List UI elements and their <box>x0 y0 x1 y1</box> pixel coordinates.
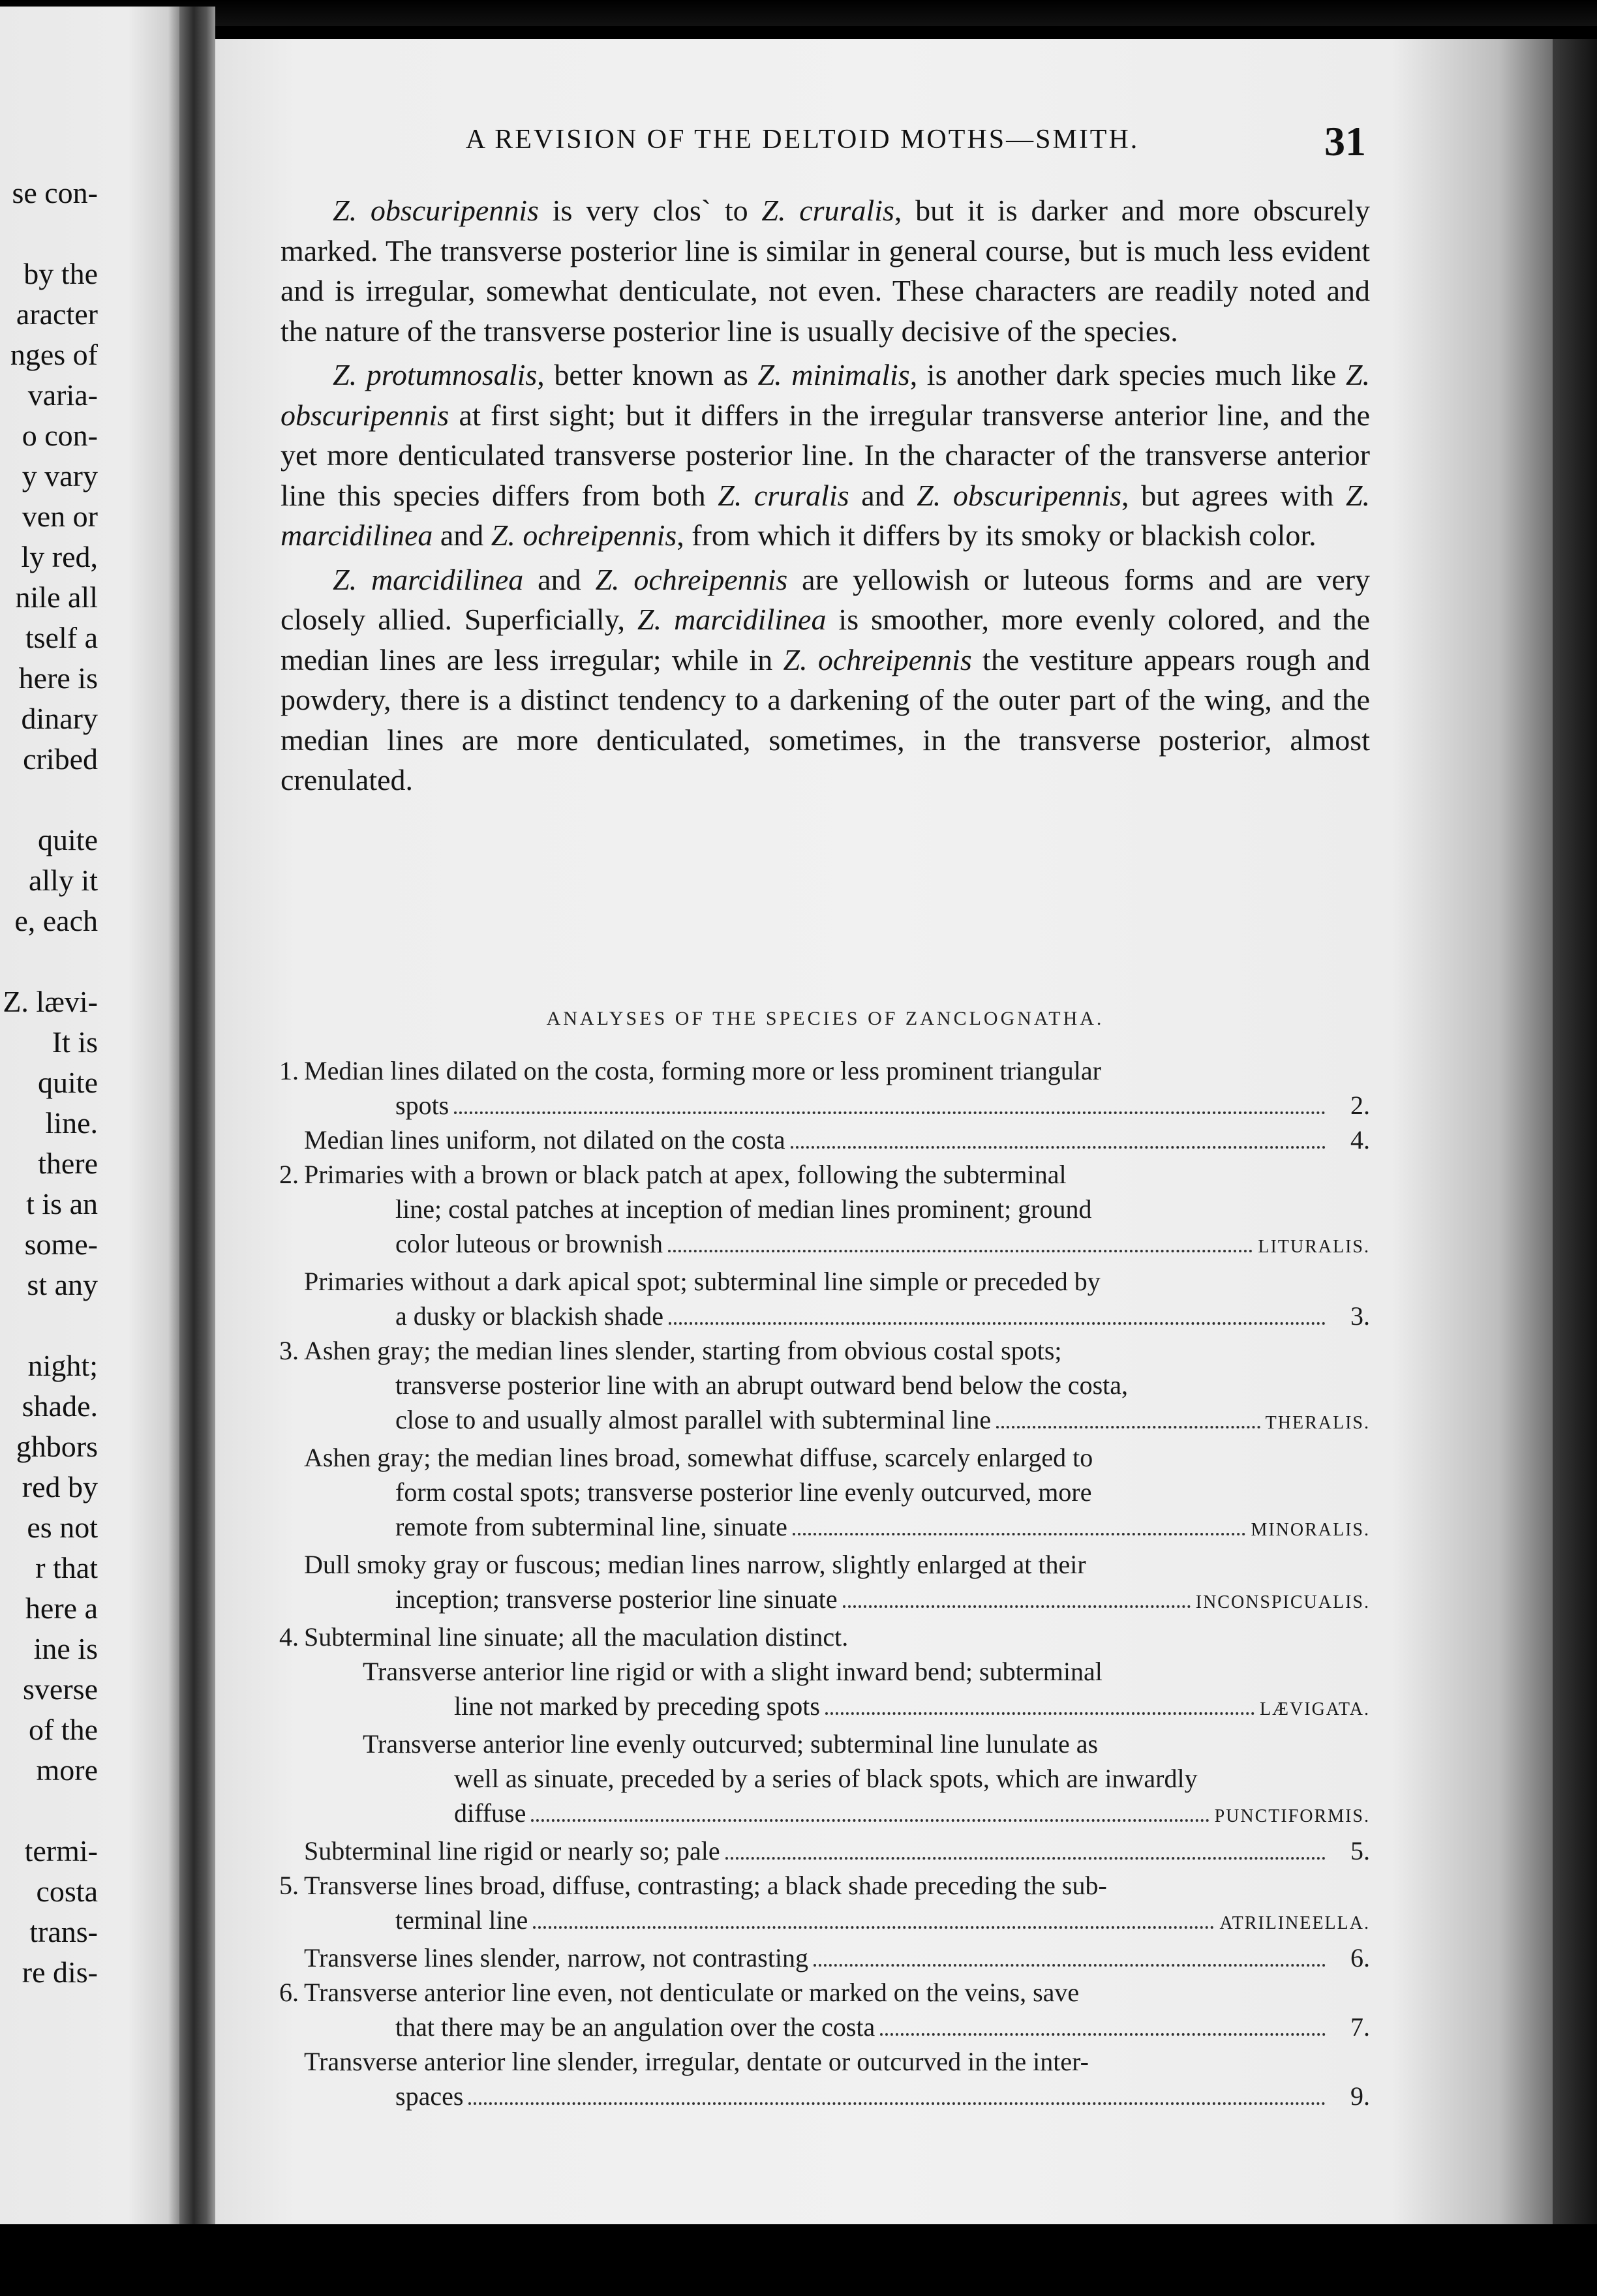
key-entry-number <box>320 1654 363 1727</box>
left-page-fragment: ven or <box>22 500 98 533</box>
key-entry-line: Ashen gray; the median lines slender, starting from obvious costal spots; <box>304 1336 1062 1365</box>
left-page-fragment: y vary <box>22 459 98 492</box>
dot-leader <box>531 1819 1209 1822</box>
paragraph-text: at first sight; but it differs in the irregular transverse anterior line, and the yet more denticulated transverse posterior line. In the character of the transverse anterior line this species differs from both <box>281 398 1370 512</box>
paragraph-text: and <box>849 478 917 512</box>
left-page-fragment: quite <box>38 823 98 856</box>
page-edge-shadow <box>1553 39 1597 2244</box>
key-entry-number <box>261 1264 304 1333</box>
key-entry <box>261 1264 1370 1333</box>
left-page-fragment: varia- <box>27 378 98 412</box>
left-page-fragment: It is <box>52 1025 98 1059</box>
key-entry <box>261 1547 1370 1620</box>
key-entry-line: transverse posterior line with an abrupt outward bend below the costa, <box>395 1370 1129 1400</box>
species-name: Z. ochreipennis <box>595 562 788 596</box>
left-page-fragment: there <box>38 1147 98 1180</box>
left-page-fragment: ghbors <box>16 1430 98 1463</box>
paragraph-text: , but agrees with <box>1121 478 1346 512</box>
dot-leader <box>793 1533 1246 1535</box>
species-result: INCONSPICUALIS. <box>1195 1592 1370 1612</box>
identification-key <box>261 1053 1370 2113</box>
paragraph-text: , from which it differs by its smoky or blackish color. <box>677 519 1316 552</box>
key-entry-number: 6. <box>279 1978 299 2007</box>
left-page-fragment: termi- <box>24 1834 98 1867</box>
left-page-fragment: e, each <box>14 904 98 937</box>
key-entry <box>261 1053 1370 1123</box>
dot-leader <box>880 2033 1326 2036</box>
key-entry-line: well as sinuate, preceded by a series of black spots, which are inwardly <box>454 1764 1198 1793</box>
left-page-fragment: r that <box>35 1551 98 1584</box>
key-entry-number <box>261 2044 304 2113</box>
key-entry-line: Transverse anterior line even, not denticulate or marked on the veins, save <box>304 1978 1080 2007</box>
species-name: Z. obscuripennis <box>917 478 1121 512</box>
key-entry-final-line: inception; transverse posterior line sinuate <box>395 1584 838 1614</box>
paragraph-text: the vestiture appears rough and powdery, there is a distinct tendency to a darkening of the outer part of the wing, and the median lines are more denticulated, sometimes, in the transverse posterior, almost crenulated. <box>281 642 1370 796</box>
species-name: Z. cruralis <box>718 478 849 512</box>
paragraph-text: , better known as <box>537 358 758 391</box>
key-entry-final-line: Subterminal line sinuate; all the maculation distinct. <box>304 1622 849 1652</box>
left-page-fragment: costa <box>36 1875 98 1908</box>
key-entry-number <box>261 1440 304 1547</box>
left-page-fragment: tself a <box>25 621 98 654</box>
left-page-fragment: some- <box>24 1228 98 1261</box>
species-result: THERALIS. <box>1265 1413 1370 1433</box>
key-entry-line: Transverse anterior line slender, irregular, dentate or outcurved in the inter- <box>304 2047 1089 2076</box>
dot-leader <box>668 1250 1253 1252</box>
paragraph-text: , is another dark species much like <box>909 358 1346 391</box>
couplet-reference: 5. <box>1350 1836 1370 1865</box>
left-page-fragment: cribed <box>23 742 98 776</box>
key-entry-final-line: spots <box>395 1091 449 1120</box>
scan-bottom-shadow <box>0 2224 1597 2296</box>
couplet-reference: 2. <box>1350 1091 1370 1120</box>
left-page-fragment: sverse <box>23 1672 98 1706</box>
left-page-fragment: shade. <box>22 1389 98 1423</box>
left-page-fragment: ine is <box>33 1632 98 1665</box>
dot-leader <box>825 1712 1255 1715</box>
species-result: MINORALIS. <box>1251 1520 1370 1540</box>
dot-leader <box>996 1426 1260 1428</box>
key-entry <box>261 1868 1370 1941</box>
left-page-fragment: t is an <box>26 1187 98 1220</box>
page-number: 31 <box>1324 118 1366 164</box>
left-page-fragment: line. <box>45 1106 98 1140</box>
species-name: Z. marcidilinea <box>637 603 827 636</box>
key-entry <box>261 1123 1370 1157</box>
key-entry-final-line: spaces <box>395 2081 464 2111</box>
species-name: Z. cruralis <box>761 194 894 227</box>
paragraph-p2 <box>281 355 1370 556</box>
paragraph-p3 <box>281 560 1370 800</box>
species-result: PUNCTIFORMIS. <box>1214 1806 1370 1826</box>
key-entry-line: Ashen gray; the median lines broad, somewhat diffuse, scarcely enlarged to <box>304 1443 1093 1472</box>
key-entry-line: Primaries with a brown or black patch at apex, following the subterminal <box>304 1160 1067 1189</box>
key-entry-final-line: close to and usually almost parallel with subterminal line <box>395 1405 992 1434</box>
key-entry <box>261 1975 1370 2044</box>
dot-leader <box>814 1964 1326 1967</box>
left-page-fragment: more <box>36 1753 98 1787</box>
paragraph-text: is smoother, more evenly colored, and the median lines are less irregular; while in <box>281 603 1371 676</box>
key-entry-number <box>261 1547 304 1620</box>
key-entry-final-line: Median lines uniform, not dilated on the costa <box>304 1125 785 1155</box>
species-name: Z. ochreipennis <box>783 642 972 676</box>
key-entry-number <box>320 1727 363 1834</box>
key-entry <box>261 1654 1370 1727</box>
species-name: Z. marcidilinea <box>281 478 1370 552</box>
paragraph-p1 <box>281 190 1370 351</box>
species-name: Z. protumnosalis <box>333 358 538 391</box>
key-entry-line: Transverse anterior line evenly outcurved; subterminal line lunulate as <box>363 1729 1099 1759</box>
paragraph-text: , but it is darker and more obscurely marked. The transverse posterior line is similar in general course, but is much less evident and is irregular, somewhat denticulate, not even. These characters are readily noted and the nature of the transverse posterior line is usually decisive of the species. <box>281 194 1370 348</box>
key-entry-number: 2. <box>279 1160 299 1189</box>
key-entry <box>261 1157 1370 1264</box>
running-head: A REVISION OF THE DELTOID MOTHS—SMITH. <box>465 125 1140 155</box>
key-entry-line: form costal spots; transverse posterior line evenly outcurved, more <box>395 1477 1092 1507</box>
key-entry-line: Dull smoky gray or fuscous; median lines narrow, slightly enlarged at their <box>304 1550 1086 1579</box>
left-page-fragment <box>0 779 98 820</box>
key-entry-number <box>261 1941 304 1975</box>
left-page-fragment: es not <box>27 1511 98 1544</box>
body-text <box>281 190 1370 804</box>
left-page-fragment: trans- <box>29 1915 98 1948</box>
key-entry <box>261 2044 1370 2113</box>
left-page-fragment: nges of <box>10 338 98 371</box>
left-page-fragment <box>0 1305 98 1346</box>
species-name: Z. obscuripennis <box>333 194 539 227</box>
key-entry-final-line: that there may be an angulation over the costa <box>395 2012 875 2042</box>
species-name: Z. minimalis <box>757 358 910 391</box>
key-entry-final-line: Subterminal line rigid or nearly so; pale <box>304 1836 720 1865</box>
left-page-fragment: red by <box>22 1470 98 1503</box>
species-name: Z. marcidilinea <box>333 562 524 596</box>
key-entry-number <box>261 1834 304 1868</box>
key-entry-final-line: color luteous or brownish <box>395 1229 663 1258</box>
left-page-fragment: Z. lævi- <box>3 985 98 1018</box>
paragraph-text: is very clos` to <box>538 194 762 227</box>
dot-leader <box>725 1857 1326 1860</box>
dot-leader <box>791 1146 1326 1149</box>
couplet-reference: 9. <box>1350 2081 1370 2111</box>
left-page-fragment: night; <box>27 1349 98 1382</box>
left-page-fragment: aracter <box>16 297 98 331</box>
left-page-fragment <box>0 941 98 982</box>
left-page-fragment <box>0 213 98 254</box>
left-page-fragment: re dis- <box>22 1956 98 1989</box>
left-facing-page <box>0 7 183 2224</box>
paragraph-text: and <box>433 519 491 552</box>
couplet-reference: 7. <box>1350 2012 1370 2042</box>
key-entry-line: Transverse lines broad, diffuse, contrasting; a black shade preceding the sub- <box>304 1871 1107 1900</box>
left-page-fragment: st any <box>27 1268 98 1301</box>
left-page-fragment <box>0 1790 98 1831</box>
scan-top-shadow <box>0 0 1597 26</box>
key-entry-final-line: a dusky or blackish shade <box>395 1301 664 1331</box>
paragraph-text: and <box>523 562 596 596</box>
left-page-fragment: ally it <box>28 864 98 897</box>
key-entry <box>261 1440 1370 1547</box>
key-entry-number: 4. <box>279 1622 299 1652</box>
book-gutter <box>179 7 215 2224</box>
species-name: Z. obscuripennis <box>281 358 1370 432</box>
couplet-reference: 6. <box>1350 1943 1370 1972</box>
key-entry-number: 3. <box>279 1336 299 1365</box>
left-page-fragment: se con- <box>12 176 98 209</box>
analyses-title: ANALYSES OF THE SPECIES OF ZANCLOGNATHA. <box>546 1008 1104 1029</box>
couplet-reference: 3. <box>1350 1301 1370 1331</box>
key-entry-line: Transverse anterior line rigid or with a slight inward bend; subterminal <box>363 1657 1103 1686</box>
key-entry <box>261 1727 1370 1834</box>
key-entry <box>261 1941 1370 1975</box>
left-page-fragment: o con- <box>22 419 98 452</box>
left-page-fragment: ly red, <box>21 540 98 573</box>
key-entry <box>261 1333 1370 1440</box>
dot-leader <box>669 1322 1326 1325</box>
key-entry-number <box>261 1123 304 1157</box>
species-name: Z. ochreipennis <box>491 519 677 552</box>
couplet-reference: 4. <box>1350 1125 1370 1155</box>
key-entry-number: 5. <box>279 1871 299 1900</box>
key-entry-final-line: terminal line <box>395 1905 528 1935</box>
left-page-fragment: here is <box>18 661 98 695</box>
left-page-fragment: dinary <box>21 702 98 735</box>
left-page-fragment: here a <box>25 1592 98 1625</box>
species-result: LÆVIGATA. <box>1260 1699 1370 1719</box>
left-page-fragment: of the <box>28 1713 98 1746</box>
key-entry <box>261 1834 1370 1868</box>
key-entry <box>261 1620 1370 1654</box>
dot-leader <box>468 2102 1326 2105</box>
dot-leader <box>843 1605 1191 1608</box>
key-entry-line: Primaries without a dark apical spot; subterminal line simple or preceded by <box>304 1267 1101 1296</box>
key-entry-final-line: Transverse lines slender, narrow, not contrasting <box>304 1943 809 1972</box>
key-entry-final-line: line not marked by preceding spots <box>454 1691 820 1721</box>
species-result: ATRILINEELLA. <box>1219 1913 1370 1933</box>
key-entry-final-line: diffuse <box>454 1798 526 1828</box>
species-result: LITURALIS. <box>1258 1237 1370 1257</box>
left-page-text-fragments <box>0 173 98 1993</box>
dot-leader <box>533 1926 1214 1929</box>
left-page-fragment: nile all <box>15 581 98 614</box>
left-page-fragment: by the <box>23 257 98 290</box>
left-page-fragment: quite <box>38 1066 98 1099</box>
key-entry-line: line; costal patches at inception of median lines prominent; ground <box>395 1194 1092 1224</box>
key-entry-final-line: remote from subterminal line, sinuate <box>395 1512 787 1541</box>
key-entry-line: Median lines dilated on the costa, forming more or less prominent triangular <box>304 1056 1101 1085</box>
dot-leader <box>454 1111 1326 1114</box>
paragraph-text: are yellowish or luteous forms and are very closely allied. Superficially, <box>281 562 1371 636</box>
key-entry-number: 1. <box>279 1056 299 1085</box>
